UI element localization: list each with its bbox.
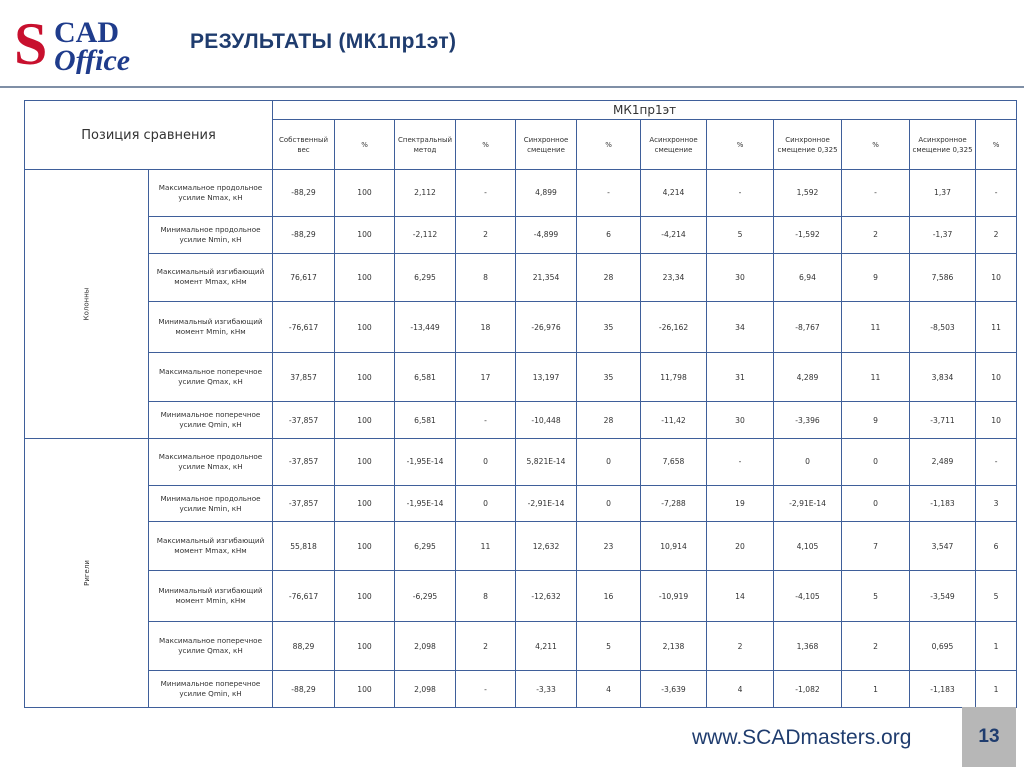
value-cell: -3,549 [910,571,976,622]
value-cell: 6,581 [395,402,456,439]
position-header: Позиция сравнения [25,101,273,170]
value-cell: 5,821E-14 [516,438,577,485]
value-cell: 0 [577,485,641,522]
value-cell: -12,632 [516,571,577,622]
logo-line1: CAD [54,16,119,49]
group-label-text: Ригели [82,560,91,586]
value-cell: 6,94 [774,253,842,302]
value-cell: 4,899 [516,170,577,217]
parameter-cell: Минимальное продольное усилие Nmin, кН [149,485,273,522]
page-number: 13 [962,707,1016,767]
value-cell: -3,396 [774,402,842,439]
value-cell: -1,95E-14 [395,438,456,485]
table-row [25,522,1017,571]
value-cell: 2 [707,622,774,671]
page-title: РЕЗУЛЬТАТЫ (МК1пр1эт) [190,30,457,53]
value-cell: -88,29 [273,671,335,708]
value-cell: - [707,438,774,485]
value-cell: -26,976 [516,302,577,353]
value-cell: 11,798 [641,353,707,402]
value-cell: 6 [976,522,1017,571]
parameter-cell: Минимальное продольное усилие Nmin, кН [149,216,273,253]
value-cell: - [707,170,774,217]
parameter-cell: Минимальный изгибающий момент Mmin, кНм [149,571,273,622]
logo-letter: S [14,14,48,74]
value-cell: -1,95E-14 [395,485,456,522]
value-cell: 10 [976,402,1017,439]
value-cell: 4 [707,671,774,708]
value-cell: 20 [707,522,774,571]
value-cell: 23 [577,522,641,571]
value-cell: 6 [577,216,641,253]
value-cell: 9 [842,402,910,439]
value-cell: 14 [707,571,774,622]
value-cell: -10,919 [641,571,707,622]
table-row [25,485,1017,522]
value-cell: 28 [577,253,641,302]
value-cell: -8,503 [910,302,976,353]
value-cell: 21,354 [516,253,577,302]
results-table-container [24,100,1016,708]
value-cell: 2 [842,216,910,253]
value-cell: 34 [707,302,774,353]
value-cell: 100 [335,671,395,708]
value-cell: 30 [707,402,774,439]
value-cell: 100 [335,485,395,522]
value-cell: 5 [976,571,1017,622]
value-cell: 100 [335,302,395,353]
column-header: Спектральный метод [395,120,456,170]
column-header: Синхронное смещение [516,120,577,170]
group-label [25,438,149,707]
scad-office-logo [14,14,176,74]
value-cell: -1,183 [910,671,976,708]
column-header: % [577,120,641,170]
value-cell: - [976,170,1017,217]
website-link[interactable]: www.SCADmasters.org [692,726,912,749]
value-cell: 2 [456,216,516,253]
value-cell: 11 [976,302,1017,353]
value-cell: -10,448 [516,402,577,439]
logo-line2: Office [54,44,131,74]
parameter-cell: Минимальный изгибающий момент Mmin, кНм [149,302,273,353]
value-cell: 88,29 [273,622,335,671]
value-cell: 2 [456,622,516,671]
value-cell: 1,368 [774,622,842,671]
column-header: Собственный вес [273,120,335,170]
parameter-cell: Минимальное поперечное усилие Qmin, кН [149,402,273,439]
parameter-cell: Максимальный изгибающий момент Mmax, кНм [149,253,273,302]
table-row [25,622,1017,671]
value-cell: 0 [842,485,910,522]
value-cell: -8,767 [774,302,842,353]
column-header: % [456,120,516,170]
value-cell: 4 [577,671,641,708]
parameter-cell: Минимальное поперечное усилие Qmin, кН [149,671,273,708]
header-divider [0,86,1024,88]
value-cell: 5 [842,571,910,622]
value-cell: 3,834 [910,353,976,402]
value-cell: 10 [976,253,1017,302]
value-cell: -3,33 [516,671,577,708]
value-cell: 1 [976,622,1017,671]
table-row [25,216,1017,253]
value-cell: 6,581 [395,353,456,402]
value-cell: 100 [335,438,395,485]
group-label-text: Колонны [82,287,91,321]
value-cell: 12,632 [516,522,577,571]
value-cell: -2,112 [395,216,456,253]
value-cell: 2 [976,216,1017,253]
value-cell: -3,711 [910,402,976,439]
value-cell: -13,449 [395,302,456,353]
table-row [25,438,1017,485]
value-cell: 30 [707,253,774,302]
value-cell: 11 [456,522,516,571]
table-row [25,253,1017,302]
value-cell: -1,37 [910,216,976,253]
value-cell: - [842,170,910,217]
value-cell: 7,586 [910,253,976,302]
value-cell: 1,37 [910,170,976,217]
value-cell: -88,29 [273,170,335,217]
value-cell: -7,288 [641,485,707,522]
value-cell: 2,098 [395,671,456,708]
value-cell: 7 [842,522,910,571]
value-cell: 19 [707,485,774,522]
value-cell: 4,211 [516,622,577,671]
value-cell: 35 [577,353,641,402]
parameter-cell: Максимальное поперечное усилие Qmax, кН [149,622,273,671]
value-cell: 8 [456,253,516,302]
value-cell: 0 [842,438,910,485]
value-cell: -1,183 [910,485,976,522]
value-cell: - [456,170,516,217]
value-cell: -1,592 [774,216,842,253]
value-cell: 2,138 [641,622,707,671]
parameter-cell: Максимальный изгибающий момент Mmax, кНм [149,522,273,571]
value-cell: -37,857 [273,485,335,522]
value-cell: 55,818 [273,522,335,571]
value-cell: 100 [335,622,395,671]
group-header: МК1пр1эт [273,101,1017,120]
value-cell: 11 [842,302,910,353]
value-cell: 17 [456,353,516,402]
parameter-cell: Максимальное продольное усилие Nmax, кН [149,170,273,217]
table-row [25,353,1017,402]
logo-graphic [14,14,176,74]
value-cell: 4,105 [774,522,842,571]
value-cell: 9 [842,253,910,302]
value-cell: 2 [842,622,910,671]
column-header: Асинхронное смещение [641,120,707,170]
value-cell: -4,899 [516,216,577,253]
value-cell: 100 [335,170,395,217]
value-cell: 28 [577,402,641,439]
value-cell: 2,112 [395,170,456,217]
value-cell: 8 [456,571,516,622]
parameter-cell: Максимальное поперечное усилие Qmax, кН [149,353,273,402]
value-cell: 18 [456,302,516,353]
value-cell: 13,197 [516,353,577,402]
value-cell: 6,295 [395,522,456,571]
value-cell: -6,295 [395,571,456,622]
value-cell: 1,592 [774,170,842,217]
value-cell: 5 [707,216,774,253]
value-cell: 100 [335,571,395,622]
column-header: Асинхронное смещение 0,325 [910,120,976,170]
value-cell: 6,295 [395,253,456,302]
value-cell: 1 [842,671,910,708]
value-cell: 1 [976,671,1017,708]
value-cell: 100 [335,216,395,253]
column-header: % [976,120,1017,170]
table-row [25,170,1017,217]
value-cell: 2,489 [910,438,976,485]
value-cell: -2,91E-14 [516,485,577,522]
value-cell: 4,289 [774,353,842,402]
value-cell: 3 [976,485,1017,522]
value-cell: -76,617 [273,571,335,622]
value-cell: 37,857 [273,353,335,402]
value-cell: 4,214 [641,170,707,217]
value-cell: 2,098 [395,622,456,671]
table-row [25,571,1017,622]
value-cell: -4,214 [641,216,707,253]
value-cell: 0,695 [910,622,976,671]
value-cell: -26,162 [641,302,707,353]
value-cell: - [456,671,516,708]
value-cell: - [976,438,1017,485]
value-cell: 100 [335,402,395,439]
value-cell: - [577,170,641,217]
value-cell: 0 [456,485,516,522]
column-header: % [335,120,395,170]
value-cell: 11 [842,353,910,402]
value-cell: -11,42 [641,402,707,439]
value-cell: 0 [774,438,842,485]
value-cell: -76,617 [273,302,335,353]
value-cell: 5 [577,622,641,671]
value-cell: -3,639 [641,671,707,708]
column-header: % [707,120,774,170]
value-cell: 31 [707,353,774,402]
value-cell: 23,34 [641,253,707,302]
value-cell: 35 [577,302,641,353]
value-cell: -37,857 [273,402,335,439]
value-cell: - [456,402,516,439]
table-row [25,302,1017,353]
value-cell: 3,547 [910,522,976,571]
value-cell: -2,91E-14 [774,485,842,522]
table-row [25,671,1017,708]
value-cell: -37,857 [273,438,335,485]
value-cell: 10,914 [641,522,707,571]
value-cell: 0 [456,438,516,485]
value-cell: 100 [335,353,395,402]
value-cell: -4,105 [774,571,842,622]
value-cell: 0 [577,438,641,485]
table-row [25,402,1017,439]
value-cell: 100 [335,253,395,302]
parameter-cell: Максимальное продольное усилие Nmax, кН [149,438,273,485]
value-cell: 76,617 [273,253,335,302]
value-cell: 16 [577,571,641,622]
column-header: Синхронное смещение 0,325 [774,120,842,170]
group-label [25,170,149,439]
value-cell: 100 [335,522,395,571]
value-cell: -1,082 [774,671,842,708]
value-cell: 7,658 [641,438,707,485]
value-cell: 10 [976,353,1017,402]
value-cell: -88,29 [273,216,335,253]
column-header: % [842,120,910,170]
results-table [24,100,1017,708]
